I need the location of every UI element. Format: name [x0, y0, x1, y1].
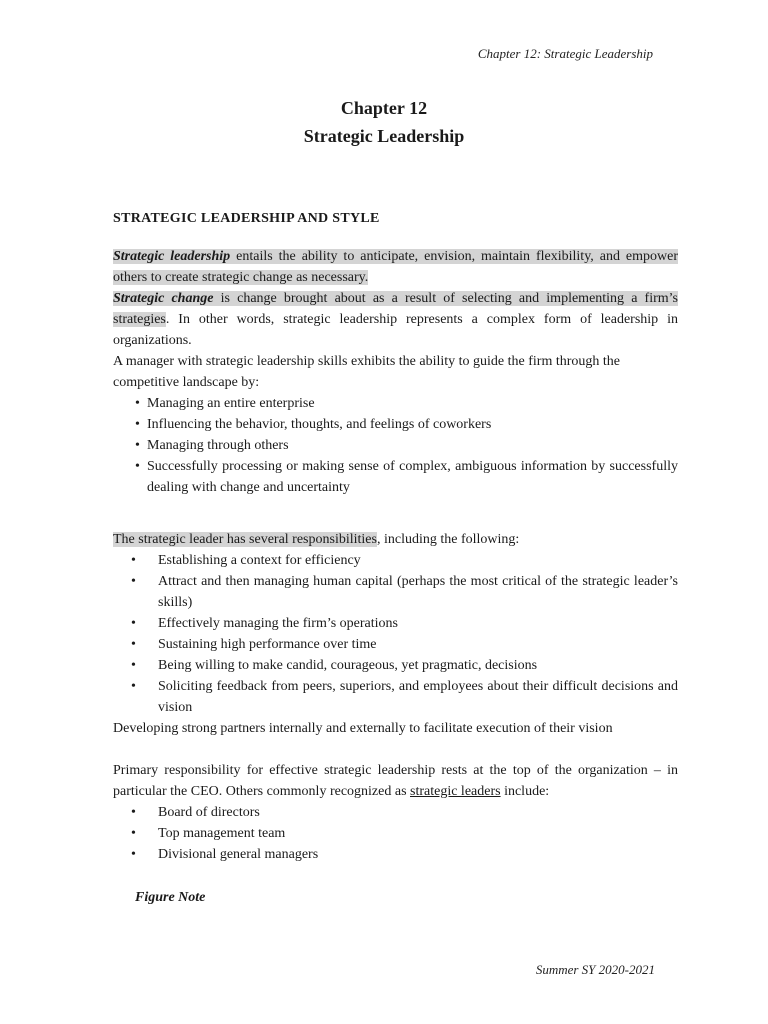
list-item: • Sustaining high performance over time: [113, 634, 678, 655]
list-item: • Board of directors: [113, 802, 678, 823]
bullet-icon: •: [131, 553, 136, 568]
bullet-icon: •: [131, 805, 136, 820]
list-item: • Being willing to make candid, courageous, yet pragmatic, decisions: [113, 655, 678, 676]
figure-note: Figure Note: [135, 890, 206, 905]
list-item: • Attract and then managing human capital (perhaps the most critical of the strategic leader’s skills): [113, 571, 678, 613]
page-footer: Summer SY 2020-2021: [535, 962, 655, 977]
spacer: [113, 739, 678, 760]
responsibilities-rest: , including the following:: [376, 532, 520, 547]
definition-strategic-change: is change brought about as a result of selecting and implementing a firm’s strategies: [113, 291, 678, 327]
list-item: • Divisional general managers: [113, 844, 678, 865]
strategic-change-continuation: . In other words, strategic leadership represents a complex form of leadership in organizations.: [113, 312, 678, 348]
document-body: [113, 208, 678, 908]
paragraph-primary-responsibility: Primary responsibility for effective strategic leadership rests at the top of the organization – in particular the CEO. Others commonly recognized as strategic leaders include:: [113, 763, 678, 799]
paragraph-strategic-leadership: [113, 246, 678, 288]
definition-strategic-leadership: entails the ability to anticipate, envision, maintain flexibility, and empower others to create strategic change as necessary.: [113, 249, 678, 285]
bullet-icon: •: [131, 679, 136, 694]
section-heading: STRATEGIC LEADERSHIP AND STYLE: [113, 211, 380, 226]
bullet-icon: •: [131, 847, 136, 862]
term-strategic-change: Strategic change: [113, 291, 214, 306]
list-item: • Establishing a context for efficiency: [113, 550, 678, 571]
responsibilities-highlight: The strategic leader has several responsibilities: [113, 532, 377, 547]
list-item: • Effectively managing the firm’s operations: [113, 613, 678, 634]
spacer: [113, 498, 678, 529]
paragraph-partners: Developing strong partners internally and externally to facilitate execution of their vision: [113, 721, 613, 736]
paragraph-responsibilities: [113, 529, 678, 550]
list-item: • Soliciting feedback from peers, superiors, and employees about their difficult decisions and vision: [113, 676, 678, 718]
strategic-leaders-link[interactable]: strategic leaders: [410, 784, 501, 799]
list-item: • Influencing the behavior, thoughts, and feelings of coworkers: [113, 414, 678, 435]
list-item: • Successfully processing or making sense of complex, ambiguous information by successfully dealing with change and uncertainty: [113, 456, 678, 498]
chapter-title: [0, 94, 768, 150]
strategic-leaders-list: [113, 802, 678, 865]
paragraph-manager-skills: A manager with strategic leadership skills exhibits the ability to guide the firm through the competitive landscape by:: [113, 354, 621, 390]
term-strategic-leadership: Strategic leadership: [113, 249, 231, 264]
responsibilities-list: [113, 550, 678, 718]
bullet-icon: •: [131, 637, 136, 652]
skills-list: [113, 393, 678, 498]
chapter-number: Chapter 12: [340, 98, 428, 118]
list-item: • Managing an entire enterprise: [113, 393, 678, 414]
list-item: • Top management team: [113, 823, 678, 844]
chapter-name: Strategic Leadership: [303, 126, 465, 146]
list-item: • Managing through others: [113, 435, 678, 456]
bullet-icon: •: [131, 826, 136, 841]
bullet-icon: •: [131, 616, 136, 631]
bullet-icon: •: [131, 574, 136, 589]
paragraph-strategic-change: [113, 288, 678, 351]
bullet-icon: •: [131, 658, 136, 673]
running-header: Chapter 12: Strategic Leadership: [477, 46, 653, 61]
